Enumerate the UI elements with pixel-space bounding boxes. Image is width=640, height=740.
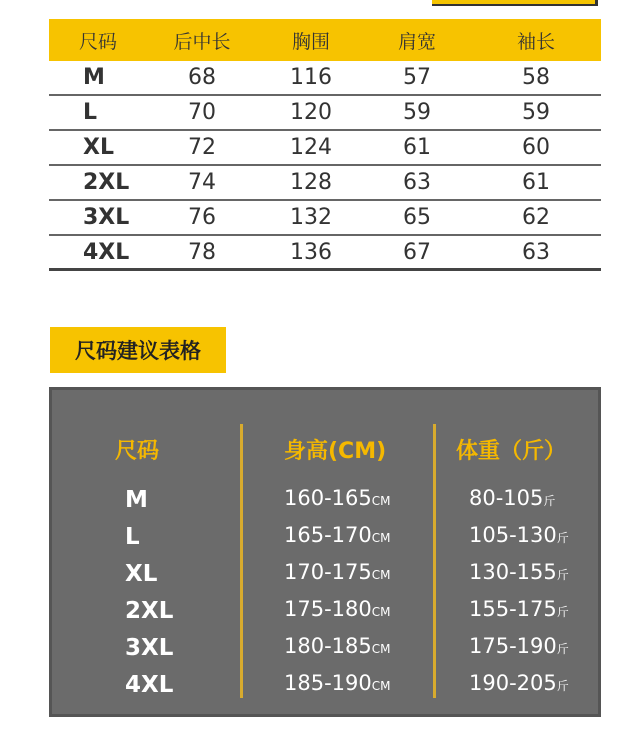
row-size: 4XL xyxy=(125,672,174,698)
row-size: L xyxy=(125,524,140,550)
header-height: 身高(CM) xyxy=(284,439,387,464)
table-row xyxy=(49,166,601,201)
cell-sleeve: 58 xyxy=(522,65,550,90)
size-recommendation-title: 尺码建议表格 xyxy=(50,327,226,373)
column-divider xyxy=(433,424,436,698)
cell-back-length: 68 xyxy=(188,65,216,90)
header-size: 尺码 xyxy=(79,30,118,53)
cell-shoulder: 63 xyxy=(403,170,431,195)
row-height xyxy=(284,523,390,547)
weight-value: 130-155 xyxy=(469,560,557,584)
table-row xyxy=(49,96,601,131)
cell-shoulder: 67 xyxy=(403,239,431,265)
cell-back-length: 70 xyxy=(188,100,216,125)
table-row xyxy=(49,201,601,236)
cell-size: M xyxy=(83,65,105,90)
cell-back-length: 74 xyxy=(188,170,216,195)
height-unit: CM xyxy=(371,494,391,508)
size-recommendation-panel xyxy=(49,387,601,717)
height-value: 185-190 xyxy=(284,671,372,695)
cell-chest: 116 xyxy=(290,65,332,90)
cell-size: 3XL xyxy=(83,205,130,230)
height-unit: CM xyxy=(371,642,391,656)
table-row xyxy=(49,236,601,271)
cell-chest: 124 xyxy=(290,135,332,160)
height-unit: CM xyxy=(371,531,391,545)
column-divider xyxy=(240,424,243,698)
height-unit: CM xyxy=(371,568,391,582)
cell-shoulder: 57 xyxy=(403,65,431,90)
height-value: 170-175 xyxy=(284,560,372,584)
height-value: 175-180 xyxy=(284,597,372,621)
table-row xyxy=(49,61,601,96)
size-table-header xyxy=(49,19,601,61)
weight-unit: 斤 xyxy=(543,494,556,508)
row-weight xyxy=(469,560,569,584)
weight-value: 80-105 xyxy=(469,486,544,510)
header-chest: 胸围 xyxy=(291,30,330,53)
row-height xyxy=(284,671,390,695)
weight-unit: 斤 xyxy=(556,568,569,582)
cell-chest: 128 xyxy=(290,170,332,195)
height-unit: CM xyxy=(371,679,391,693)
cell-sleeve: 63 xyxy=(522,239,550,265)
cell-chest: 120 xyxy=(290,100,332,125)
top-decoration-bar xyxy=(432,0,598,6)
cell-back-length: 78 xyxy=(188,239,216,265)
weight-unit: 斤 xyxy=(556,679,569,693)
cell-back-length: 76 xyxy=(188,205,216,230)
header-back-length: 后中长 xyxy=(173,30,231,53)
cell-shoulder: 65 xyxy=(403,205,431,230)
height-value: 180-185 xyxy=(284,634,372,658)
header-size: 尺码 xyxy=(115,439,160,464)
row-size: 2XL xyxy=(125,598,174,624)
header-shoulder: 肩宽 xyxy=(397,30,436,53)
cell-shoulder: 61 xyxy=(403,135,431,160)
row-height xyxy=(284,634,390,658)
row-height xyxy=(284,486,390,510)
cell-sleeve: 62 xyxy=(522,205,550,230)
row-weight xyxy=(469,634,569,658)
cell-chest: 132 xyxy=(290,205,332,230)
cell-shoulder: 59 xyxy=(403,100,431,125)
header-sleeve: 袖长 xyxy=(516,30,555,53)
row-height xyxy=(284,597,390,621)
weight-unit: 斤 xyxy=(556,642,569,656)
row-weight xyxy=(469,671,569,695)
cell-size: 4XL xyxy=(83,239,130,265)
size-measurement-table xyxy=(49,19,601,271)
cell-sleeve: 59 xyxy=(522,100,550,125)
row-size: 3XL xyxy=(125,635,174,661)
row-size: XL xyxy=(125,561,158,587)
row-size: M xyxy=(125,487,148,513)
cell-size: 2XL xyxy=(83,170,130,195)
weight-value: 155-175 xyxy=(469,597,557,621)
weight-value: 190-205 xyxy=(469,671,557,695)
row-weight xyxy=(469,486,555,510)
cell-size: XL xyxy=(83,135,114,160)
weight-value: 105-130 xyxy=(469,523,557,547)
cell-chest: 136 xyxy=(290,239,332,265)
row-weight xyxy=(469,597,569,621)
height-value: 160-165 xyxy=(284,486,372,510)
weight-unit: 斤 xyxy=(556,605,569,619)
cell-sleeve: 60 xyxy=(522,135,550,160)
cell-sleeve: 61 xyxy=(522,170,550,195)
row-weight xyxy=(469,523,569,547)
cell-back-length: 72 xyxy=(188,135,216,160)
weight-value: 175-190 xyxy=(469,634,557,658)
table-row xyxy=(49,131,601,166)
header-weight: 体重（斤） xyxy=(456,439,567,464)
row-height xyxy=(284,560,390,584)
cell-size: L xyxy=(83,100,98,125)
height-unit: CM xyxy=(371,605,391,619)
weight-unit: 斤 xyxy=(556,531,569,545)
height-value: 165-170 xyxy=(284,523,372,547)
